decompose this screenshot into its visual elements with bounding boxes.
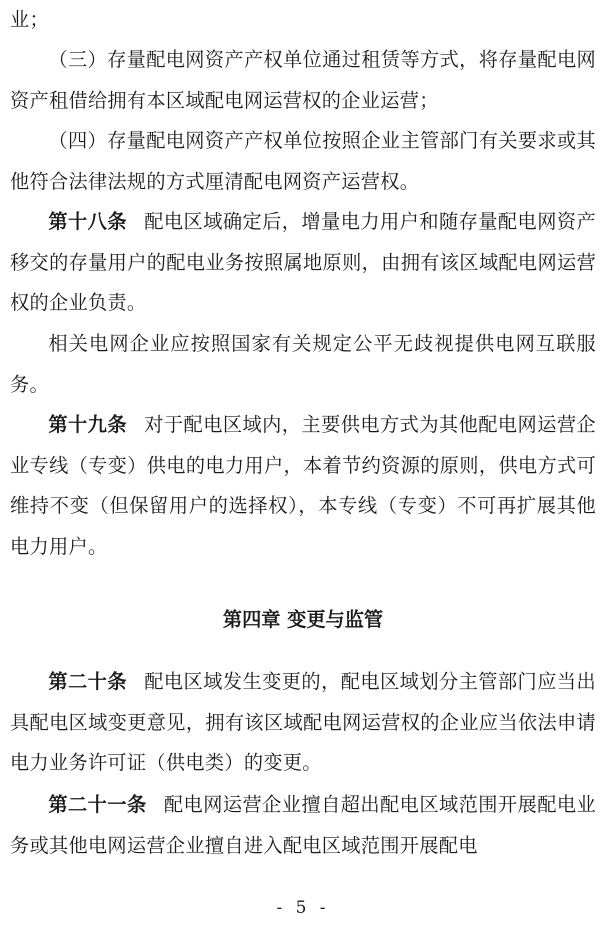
article-18 bbox=[10, 202, 596, 324]
paragraph-text: 相关电网企业应按照国家有关规定公平无歧视提供电网互联服务。 bbox=[10, 332, 596, 396]
article-21 bbox=[10, 785, 596, 866]
article-19 bbox=[10, 405, 596, 567]
article-20 bbox=[10, 662, 596, 784]
article-text: 对于配电区域内，主要供电方式为其他配电网运营企业专线（专变）供电的电力用户，本着节约资源的原则，供电方式可维持不变（但保留用户的选择权），本专线（专变）不可再扩展其他电力用户。 bbox=[10, 413, 596, 558]
article-number: 第二十条 bbox=[48, 670, 127, 693]
article-number: 第十九条 bbox=[48, 413, 127, 436]
article-text: 配电网运营企业擅自超出配电区域范围开展配电业务或其他电网运营企业擅自进入配电区域范围开展配电 bbox=[10, 793, 596, 857]
page-number: - 5 - bbox=[276, 898, 330, 918]
article-number: 第十八条 bbox=[48, 210, 127, 233]
paragraph-item-4 bbox=[10, 121, 596, 202]
article-number: 第二十一条 bbox=[48, 793, 147, 816]
paragraph-text: （三）存量配电网资产产权单位通过租赁等方式，将存量配电网资产租借给拥有本区域配电网运营权的企业运营； bbox=[10, 48, 596, 112]
article-text: 配电区域确定后，增量电力用户和随存量配电网资产移交的存量用户的配电业务按照属地原则，由拥有该区域配电网运营权的企业负责。 bbox=[10, 210, 596, 314]
paragraph-text: 业； bbox=[10, 8, 49, 31]
paragraph-text: （四）存量配电网资产产权单位按照企业主管部门有关要求或其他符合法律法规的方式厘清配电网资产运营权。 bbox=[10, 129, 596, 193]
paragraph-interconnection bbox=[10, 324, 596, 405]
paragraph-continuation bbox=[10, 0, 596, 41]
chapter-title: 第四章 变更与监管 bbox=[222, 608, 384, 631]
paragraph-item-3 bbox=[10, 40, 596, 121]
article-text: 配电区域发生变更的，配电区域划分主管部门应当出具配电区域变更意见，拥有该区域配电网运营权的企业应当依法申请电力业务许可证（供电类）的变更。 bbox=[10, 670, 596, 774]
